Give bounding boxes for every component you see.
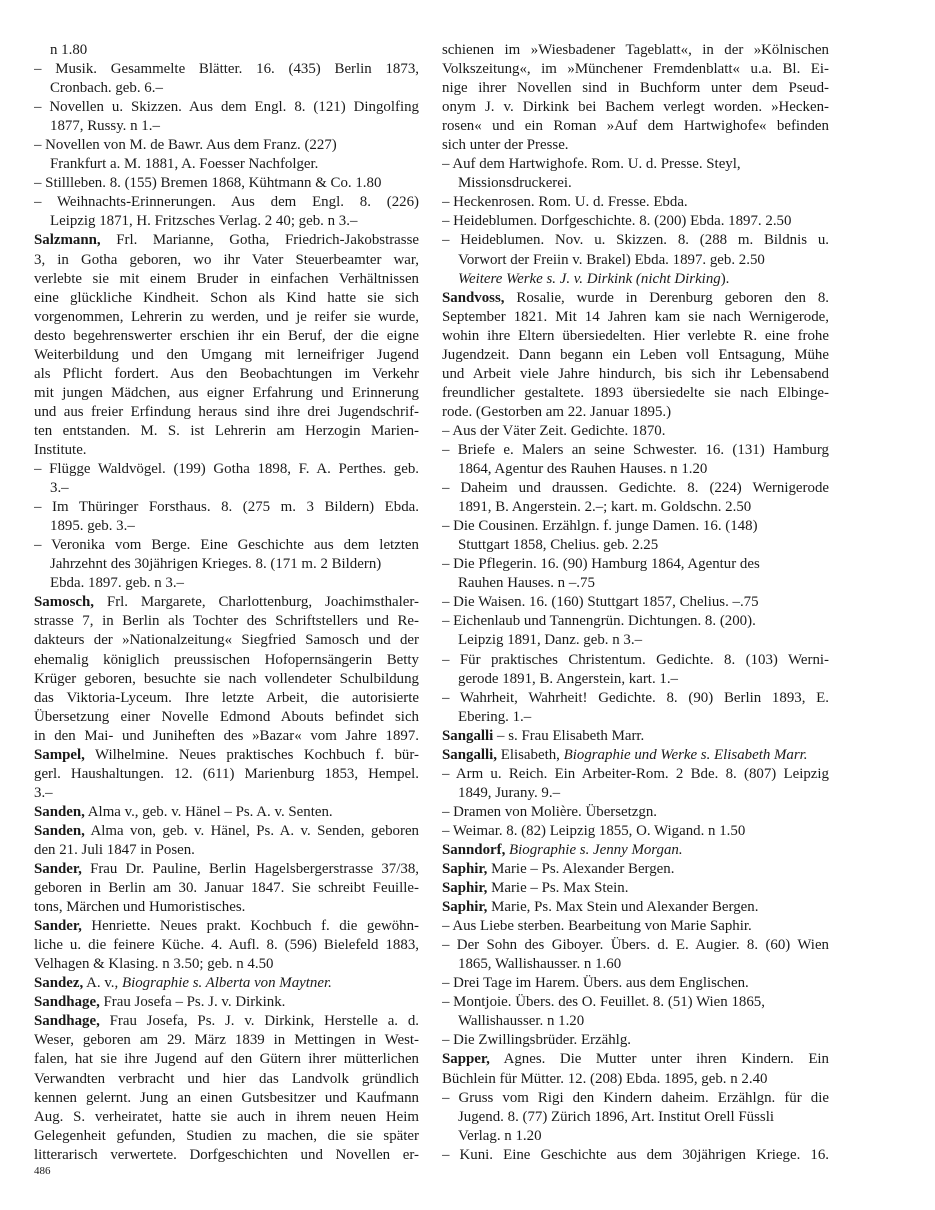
text-line <box>34 98 419 117</box>
text-line <box>442 993 829 1012</box>
line-text: – Im Thüringer Forsthaus. 8. (275 m. 3 Bildern) Ebda. <box>34 499 419 516</box>
entry-heading: Sangalli, <box>442 746 498 763</box>
text-line <box>442 231 829 250</box>
text-line <box>34 289 419 308</box>
line-text: – Musik. Gesammelte Blätter. 16. (435) Berlin 1873, <box>34 61 419 78</box>
text-line <box>34 784 419 803</box>
text-line <box>442 498 829 517</box>
line-text-tail: ). <box>720 270 730 287</box>
line-text: Jugend. 8. (77) Zürich 1896, Art. Institut Orell Füssli <box>458 1108 774 1125</box>
line-text: Marie, Ps. Max Stein und Alexander Bergen. <box>487 899 759 916</box>
line-text: das Viktoria-Lyceum. Ihre letzte Arbeit, die autorisierte <box>34 689 419 706</box>
line-text: – Daheim und draussen. Gedichte. 8. (224) Wernigerode <box>442 480 829 497</box>
line-text: und aus freier Erfindung heraus sind ihre drei Jugendschrif- <box>34 403 419 420</box>
text-line <box>34 384 419 403</box>
line-text: – Auf dem Hartwighofe. Rom. U. d. Presse. Steyl, <box>442 156 741 173</box>
text-line <box>442 708 829 727</box>
line-text: falen, hat sie ihre Jugend auf den Gütern ihrer mütterlichen <box>34 1051 419 1068</box>
text-line <box>34 1127 419 1146</box>
line-text: Missionsdruckerei. <box>458 175 572 192</box>
line-text: tons, Märchen und Humoristisches. <box>34 899 246 916</box>
text-line <box>34 822 419 841</box>
line-text: 1849, Jurany. 9.– <box>458 784 561 801</box>
line-text: – s. Frau Elisabeth Marr. <box>493 727 645 744</box>
line-text: – Heideblumen. Nov. u. Skizzen. 8. (288 m. Bildnis u. <box>442 232 829 249</box>
entry-heading: Saphir, <box>442 899 488 916</box>
text-line <box>442 593 829 612</box>
entry-heading: Sandhage, <box>34 994 100 1011</box>
text-line <box>442 441 829 460</box>
text-line <box>442 727 829 746</box>
line-text: – Heideblumen. Dorfgeschichte. 8. (200) Ebda. 1897. 2.50 <box>442 213 792 230</box>
text-line <box>442 384 829 403</box>
text-line <box>34 555 419 574</box>
line-text: Alma von, geb. v. Hänel, Ps. A. v. Senden, geboren <box>84 822 419 839</box>
text-line <box>442 1070 829 1089</box>
line-text: in den Mai- und Juniheften des »Bazar« vom Jahre 1897. <box>34 727 419 744</box>
line-text: als Pflicht fordert. Aus den Beobachtungen im Verkehr <box>34 365 419 382</box>
line-text: Verlag. n 1.20 <box>458 1127 542 1144</box>
line-text: Vorwort der Freiin v. Brakel) Ebda. 1897. geb. 2.50 <box>458 251 765 268</box>
line-text: Weiterbildung und den Umgang mit lerneifriger Jugend <box>34 346 419 363</box>
line-text: – Wahrheit, Wahrheit! Gedichte. 8. (90) Berlin 1893, E. <box>442 689 829 706</box>
text-line <box>442 479 829 498</box>
line-text: – Novellen u. Skizzen. Aus dem Engl. 8. (121) Dingolfing <box>34 99 419 116</box>
line-text: Gelegenheit gefunden, Studien zu machen, die sie später <box>34 1127 419 1144</box>
text-line <box>34 41 419 60</box>
text-line <box>442 1050 829 1069</box>
text-line <box>34 955 419 974</box>
entry-heading: Sapper, <box>442 1051 490 1068</box>
line-text: gerode 1891, B. Angerstein, kart. 1.– <box>458 670 679 687</box>
italic-reference: Biographie und Werke s. Elisabeth Marr. <box>563 746 808 763</box>
line-text: – Die Cousinen. Erzählgn. f. junge Damen. 16. (148) <box>442 518 758 535</box>
line-text: Jahrzehnt des 30jährigen Krieges. 8. (171 m. 2 Bildern) <box>50 556 382 573</box>
text-line <box>34 841 419 860</box>
line-text: – Stillleben. 8. (155) Bremen 1868, Kühtmann & Co. 1.80 <box>34 175 382 192</box>
line-text: – Montjoie. Übers. des O. Feuillet. 8. (51) Wien 1865, <box>442 994 765 1011</box>
left-column <box>34 41 419 1165</box>
text-line <box>442 860 829 879</box>
line-text: ehemalig königlich preussischen Hofopernsängerin Betty <box>34 651 419 668</box>
line-text: freundlicher gestaltete. 1893 übersiedelte sie nach Elbinge- <box>442 384 829 401</box>
text-line <box>442 612 829 631</box>
line-text: verlebte sie mit einem Bruder in einfachen Verhältnissen <box>34 270 419 287</box>
line-text: Frau Dr. Pauline, Berlin Hagelsbergerstrasse 37/38, <box>81 861 419 878</box>
line-text: vorgenommen, Lehrerin zu werden, und je reifer sie wurde, <box>34 308 419 325</box>
text-line <box>442 403 829 422</box>
text-line <box>34 879 419 898</box>
text-line <box>442 555 829 574</box>
entry-heading: Samosch, <box>34 594 94 611</box>
line-text: 3.– <box>34 784 53 801</box>
text-line <box>34 803 419 822</box>
line-text: schienen im »Wiesbadener Tageblatt«, in der »Kölnischen <box>442 42 829 58</box>
text-line <box>442 346 829 365</box>
line-text: – Die Waisen. 16. (160) Stuttgart 1857, Chelius. –.75 <box>442 594 759 611</box>
line-text: onym J. v. Dirkink bei Bachem verlegt worden. »Hecken- <box>442 99 829 116</box>
italic-reference: Biographie s. Alberta von Maytner. <box>121 975 332 992</box>
text-line <box>34 727 419 746</box>
right-column <box>442 41 829 1165</box>
text-line <box>34 212 419 231</box>
text-line <box>34 670 419 689</box>
line-text: Aug. S. verheiratet, hatte sie auch in ihrem neuen Heim <box>34 1108 419 1125</box>
line-text: Wilhelmine. Neues praktisches Kochbuch f. bür- <box>84 746 419 763</box>
entry-heading: Sangalli <box>442 727 494 744</box>
line-text: Marie – Ps. Max Stein. <box>487 880 629 897</box>
line-text: mit jungen Mädchen, aus eigner Erfahrung und Erinnerung <box>34 384 419 401</box>
text-line <box>442 136 829 155</box>
line-text: ten entstanden. M. S. ist Lehrerin am Herzogin Marien- <box>34 422 419 439</box>
line-text: n 1.80 <box>50 42 88 58</box>
line-text: A. v., <box>83 975 122 992</box>
line-text: gerl. Haushaltungen. 12. (611) Marienburg 1853, Hempel. <box>34 765 419 782</box>
text-line <box>34 308 419 327</box>
line-text: Velhagen & Klasing. n 3.50; geb. n 4.50 <box>34 956 274 973</box>
line-text: Institute. <box>34 441 87 458</box>
line-text: – Die Zwillingsbrüder. Erzählg. <box>442 1032 631 1049</box>
text-line <box>442 879 829 898</box>
line-text: den 21. Juli 1847 in Posen. <box>34 841 195 858</box>
line-text: 1865, Wallishausser. n 1.60 <box>458 956 622 973</box>
line-text: desto begehrenswerter erschien ihr ein Beruf, der die eigne <box>34 327 419 344</box>
line-text: – Weihnachts-Erinnerungen. Aus dem Engl. 8. (226) <box>34 194 419 211</box>
text-line <box>442 898 829 917</box>
text-line <box>34 1070 419 1089</box>
text-line <box>442 822 829 841</box>
text-line <box>34 689 419 708</box>
line-text: Henriette. Neues prakt. Kochbuch f. die gewöhn- <box>81 918 419 935</box>
entry-heading: Sanndorf, <box>442 841 506 858</box>
text-line <box>34 1031 419 1050</box>
text-line <box>34 251 419 270</box>
text-line <box>442 1108 829 1127</box>
line-text: – Aus der Väter Zeit. Gedichte. 1870. <box>442 422 666 439</box>
text-line <box>34 765 419 784</box>
line-text: 3.– <box>50 480 69 497</box>
text-line <box>442 974 829 993</box>
text-line <box>442 422 829 441</box>
text-line <box>442 289 829 308</box>
text-line <box>442 574 829 593</box>
text-line <box>34 651 419 670</box>
text-line <box>442 327 829 346</box>
line-text: liche u. die feinere Küche. 4. Aufl. 8. (596) Bielefeld 1883, <box>34 937 419 954</box>
line-text: Weser, geboren am 29. März 1839 in Mettingen in West- <box>34 1032 419 1049</box>
text-line <box>34 536 419 555</box>
entry-heading: Sandhage, <box>34 1013 100 1030</box>
text-line <box>34 117 419 136</box>
line-text: 3, in Gotha geboren, wo ihr Vater Steuerbeamter war, <box>34 251 419 268</box>
text-line <box>442 1089 829 1108</box>
line-text: Frau Josefa, Ps. J. v. Dirkink, Herstelle a. d. <box>99 1013 419 1030</box>
text-line <box>442 460 829 479</box>
line-text: – Veronika vom Berge. Eine Geschichte aus dem letzten <box>34 537 419 554</box>
line-text: 1864, Agentur des Rauhen Hauses. n 1.20 <box>458 461 708 478</box>
text-line <box>34 1050 419 1069</box>
line-text: eine glückliche Kindheit. Schon als Kind hatte sie sich <box>34 289 419 306</box>
line-text: Ebda. 1897. geb. n 3.– <box>50 575 184 592</box>
text-line <box>34 422 419 441</box>
text-line <box>34 1089 419 1108</box>
line-text: Rosalie, wurde in Derenburg geboren den 8. <box>504 289 829 306</box>
text-line <box>442 98 829 117</box>
text-line <box>442 308 829 327</box>
text-line <box>34 155 419 174</box>
entry-heading: Saphir, <box>442 880 488 897</box>
entry-heading: Saphir, <box>442 861 488 878</box>
text-line <box>34 346 419 365</box>
line-text: strasse 7, in Berlin als Tochter des Schriftstellers und Re- <box>34 613 419 630</box>
text-line <box>442 631 829 650</box>
line-text: Ebering. 1.– <box>458 708 532 725</box>
line-text: Frankfurt a. M. 1881, A. Foesser Nachfolger. <box>50 156 319 173</box>
line-text: Übersetzung einer Novelle Edmond Abouts befindet sich <box>34 708 419 725</box>
line-text: Cronbach. geb. 6.– <box>50 80 163 97</box>
line-text: – Der Sohn des Giboyer. Übers. d. E. Augier. 8. (60) Wien <box>442 937 829 954</box>
text-line <box>442 365 829 384</box>
text-line <box>34 60 419 79</box>
text-line <box>34 270 419 289</box>
line-text: Büchlein für Mütter. 12. (208) Ebda. 1895, geb. n 2.40 <box>442 1070 768 1087</box>
line-text: – Für praktisches Christentum. Gedichte. 8. (103) Werni- <box>442 651 829 668</box>
page-number: 486 <box>34 1165 51 1177</box>
text-line <box>34 574 419 593</box>
text-line <box>442 174 829 193</box>
text-line <box>442 1031 829 1050</box>
line-text: Leipzig 1871, H. Fritzsches Verlag. 2 40; geb. n 3.– <box>50 213 358 230</box>
line-text: – Weimar. 8. (82) Leipzig 1855, O. Wigand. n 1.50 <box>442 822 746 839</box>
line-text: Elisabeth, <box>497 746 564 763</box>
line-text: 1891, B. Angerstein. 2.–; kart. m. Goldschn. 2.50 <box>458 499 752 516</box>
line-text: Leipzig 1891, Danz. geb. n 3.– <box>458 632 643 649</box>
text-line <box>442 1127 829 1146</box>
text-line <box>442 784 829 803</box>
text-line <box>34 708 419 727</box>
line-text: – Arm u. Reich. Ein Arbeiter-Rom. 2 Bde. 8. (807) Leipzig <box>442 765 829 782</box>
text-line <box>34 193 419 212</box>
text-line <box>34 936 419 955</box>
text-line <box>34 1012 419 1031</box>
text-line <box>442 117 829 136</box>
entry-heading: Sampel, <box>34 746 85 763</box>
entry-heading: Sandez, <box>34 975 84 992</box>
text-line <box>34 79 419 98</box>
line-text: Verwandten verbracht und hier das Landvolk gründlich <box>34 1070 419 1087</box>
line-text: Agnes. Die Mutter unter ihren Kindern. Ein <box>489 1051 829 1068</box>
text-line <box>442 803 829 822</box>
line-text: und Arbeit viele Jahre hindurch, bis sich ihr Lebensabend <box>442 365 829 382</box>
text-line <box>34 365 419 384</box>
text-line <box>442 841 829 860</box>
text-line <box>34 441 419 460</box>
line-text: rode. (Gestorben am 22. Januar 1895.) <box>442 403 672 420</box>
text-line <box>34 327 419 346</box>
text-line <box>34 498 419 517</box>
text-line <box>34 593 419 612</box>
line-text: Wallishausser. n 1.20 <box>458 1013 585 1030</box>
entry-heading: Sander, <box>34 861 82 878</box>
text-line <box>34 631 419 650</box>
text-line <box>442 955 829 974</box>
text-line <box>34 1108 419 1127</box>
text-line <box>442 1012 829 1031</box>
line-text: Volkszeitung«, im »Münchener Fremdenblatt« u.a. Bl. Ei- <box>442 61 829 78</box>
line-text: Frl. Margarete, Charlottenburg, Joachimsthaler- <box>93 594 419 611</box>
italic-reference: Biographie s. Jenny Morgan. <box>509 841 683 858</box>
entry-heading: Sander, <box>34 918 82 935</box>
line-text: – Heckenrosen. Rom. U. d. Fresse. Ebda. <box>442 194 688 211</box>
text-line <box>442 41 829 60</box>
text-line <box>442 212 829 231</box>
entry-heading: Salzmann, <box>34 232 101 249</box>
line-text: Jugendzeit. Dann begann ein Leben voll Entsagung, Mühe <box>442 346 829 363</box>
text-line <box>442 765 829 784</box>
text-line <box>34 974 419 993</box>
line-text: – Kuni. Eine Geschichte aus dem 30jährigen Kriege. 16. <box>442 1146 829 1163</box>
line-text: Alma v., geb. v. Hänel – Ps. A. v. Senten. <box>84 803 333 820</box>
line-text: Krüger geboren, besuchte sie nach vollendeter Schulbildung <box>34 670 419 687</box>
line-text: – Flügge Waldvögel. (199) Gotha 1898, F. A. Perthes. geb. <box>34 461 419 478</box>
line-text: sich unter der Presse. <box>442 137 569 154</box>
line-text: dakteurs der »Nationalzeitung« Siegfried Samosch und der <box>34 632 419 649</box>
line-text: – Die Pflegerin. 16. (90) Hamburg 1864, Agentur des <box>442 556 760 573</box>
line-text: – Aus Liebe sterben. Bearbeitung von Marie Saphir. <box>442 918 752 935</box>
line-text: Frl. Marianne, Gotha, Friedrich-Jakobstrasse <box>100 232 419 249</box>
text-line <box>34 231 419 250</box>
text-line <box>34 993 419 1012</box>
text-line <box>34 1146 419 1165</box>
line-text: Marie – Ps. Alexander Bergen. <box>487 861 675 878</box>
line-text: – Drei Tage im Harem. Übers. aus dem Englischen. <box>442 975 749 992</box>
line-text: kennen gelernt. Jung an einen Gutsbesitzer und Kaufmann <box>34 1089 419 1106</box>
text-line <box>34 612 419 631</box>
text-line <box>442 270 829 289</box>
line-text: – Eichenlaub und Tannengrün. Dichtungen. 8. (200). <box>442 613 756 630</box>
text-line <box>442 60 829 79</box>
line-text: rosen« und ein Roman »Auf dem Hartwighofe« befinden <box>442 118 829 135</box>
line-text: – Briefe e. Malers an seine Schwester. 16. (131) Hamburg <box>442 441 829 458</box>
text-line <box>442 1146 829 1165</box>
line-text: – Dramen von Molière. Übersetzgn. <box>442 803 658 820</box>
line-text: nige ihrer Novellen sind in Buchform unter dem Pseud- <box>442 80 829 97</box>
text-line <box>442 689 829 708</box>
text-line <box>34 517 419 536</box>
line-text: Frau Josefa – Ps. J. v. Dirkink. <box>99 994 286 1011</box>
line-text: 1895. geb. 3.– <box>50 518 135 535</box>
text-line <box>442 936 829 955</box>
entry-heading: Sandvoss, <box>442 289 505 306</box>
text-line <box>442 651 829 670</box>
line-text: 1877, Russy. n 1.– <box>50 118 160 135</box>
line-text: – Novellen von M. de Bawr. Aus dem Franz. (227) <box>34 137 337 154</box>
text-line <box>442 155 829 174</box>
line-text: wohin ihre Eltern übersiedelten. Hier verlebte R. eine frohe <box>442 327 829 344</box>
line-text: Rauhen Hauses. n –.75 <box>458 575 595 592</box>
text-line <box>442 79 829 98</box>
text-line <box>34 898 419 917</box>
entry-heading: Sanden, <box>34 822 85 839</box>
text-line <box>442 517 829 536</box>
line-text: Stuttgart 1858, Chelius. geb. 2.25 <box>458 537 659 554</box>
text-line <box>442 251 829 270</box>
text-line <box>442 536 829 555</box>
text-line <box>34 746 419 765</box>
entry-heading: Sanden, <box>34 803 85 820</box>
text-line <box>34 860 419 879</box>
text-line <box>34 479 419 498</box>
text-line <box>34 460 419 479</box>
text-line <box>34 174 419 193</box>
text-line <box>34 136 419 155</box>
text-line <box>442 746 829 765</box>
line-text: September 1821. Mit 14 Jahren kam sie nach Wernigerode, <box>442 308 829 325</box>
line-text: litterarisch verwertete. Dorfgeschichten und Novellen er- <box>34 1146 419 1163</box>
line-text: geboren in Berlin am 30. Januar 1847. Sie schreibt Feuille- <box>34 880 419 897</box>
text-line <box>34 403 419 422</box>
text-line <box>442 193 829 212</box>
text-line <box>442 670 829 689</box>
italic-reference: Weitere Werke s. J. v. Dirkink (nicht Dirking <box>458 270 721 287</box>
text-line <box>34 917 419 936</box>
line-text: – Gruss vom Rigi den Kindern daheim. Erzählgn. für die <box>442 1089 829 1106</box>
text-line <box>442 917 829 936</box>
